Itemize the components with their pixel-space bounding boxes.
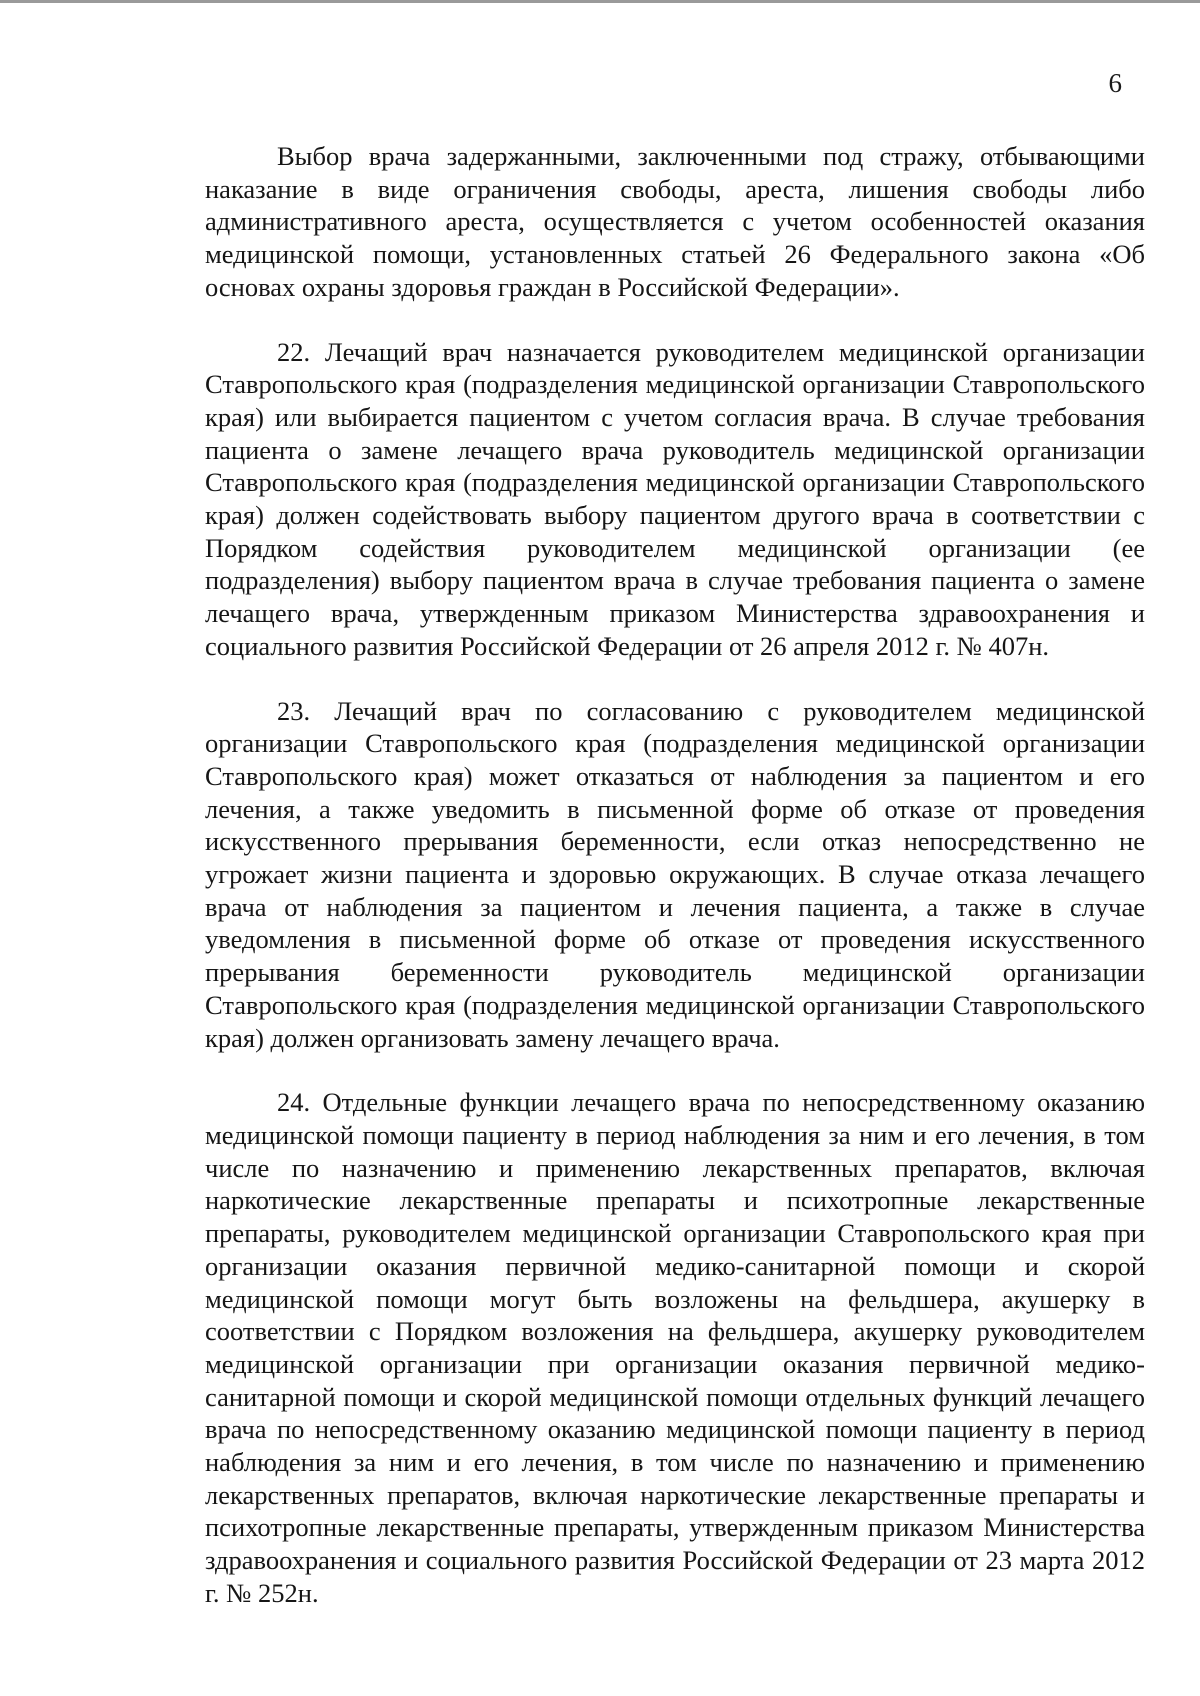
paragraph-24: 24. Отдельные функции лечащего врача по непосредственному оказанию медицинской помощи пациенту в период наблюдения за ним и его лечения, в том числе по назначению и применению лекарственных препаратов, включая наркотические лекарственные препараты и психотропные лекарственные препараты, руководителем медицинской организации Ставропольского края при организации оказания первичной медико-санитарной помощи и скорой медицинской помощи могут быть возложены на фельдшера, акушерку в соответствии с Порядком возложения на фельдшера, акушерку руководителем медицинской организации при организации оказания первичной медико-санитарной помощи и скорой медицинской помощи отдельных функций лечащего врача по непосредственному оказанию медицинской помощи пациенту в период наблюдения за ним и его лечения, в том числе по назначению и применению лекарственных препаратов, включая наркотические лекарственные препараты и психотропные лекарственные препараты, утвержденным приказом Министерства здравоохранения и социального развития Российской Федерации от 23 марта 2012 г. № 252н. [205, 1087, 1145, 1608]
paragraph-doctor-choice-detainees: Выбор врача задержанными, заключенными под стражу, отбывающими наказание в виде ограничения свободы, ареста, лишения свободы либо административного ареста, осуществляется с учетом особенностей оказания медицинской помощи, установленных статьей 26 Федерального закона «Об основах охраны здоровья граждан в Российской Федерации». [205, 141, 1145, 302]
document-body [205, 140, 1145, 1642]
page-number: 6 [1108, 68, 1122, 98]
paragraph-23: 23. Лечащий врач по согласованию с руководителем медицинской организации Ставропольского края (подразделения медицинской организации Ставропольского края) может отказаться от наблюдения за пациентом и его лечения, а также уведомить в письменной форме об отказе от проведения искусственного прерывания беременности, если отказ непосредственно не угрожает жизни пациента и здоровью окружающих. В случае отказа лечащего врача от наблюдения за пациентом и лечения пациента, а также в случае уведомления в письменной форме об отказе от проведения искусственного прерывания беременности руководитель медицинской организации Ставропольского края (подразделения медицинской организации Ставропольского края) должен организовать замену лечащего врача. [205, 695, 1145, 1053]
paragraph-22: 22. Лечащий врач назначается руководителем медицинской организации Ставропольского края (подразделения медицинской организации Ставропольского края) или выбирается пациентом с учетом согласия врача. В случае требования пациента о замене лечащего врача руководитель медицинской организации Ставропольского края (подразделения медицинской организации Ставропольского края) должен содействовать выбору пациентом другого врача в соответствии с Порядком содействия руководителем медицинской организации (ее подразделения) выбору пациентом врача в случае требования пациента о замене лечащего врача, утвержденным приказом Министерства здравоохранения и социального развития Российской Федерации от 26 апреля 2012 г. № 407н. [205, 336, 1145, 661]
scan-top-edge [0, 0, 1200, 3]
